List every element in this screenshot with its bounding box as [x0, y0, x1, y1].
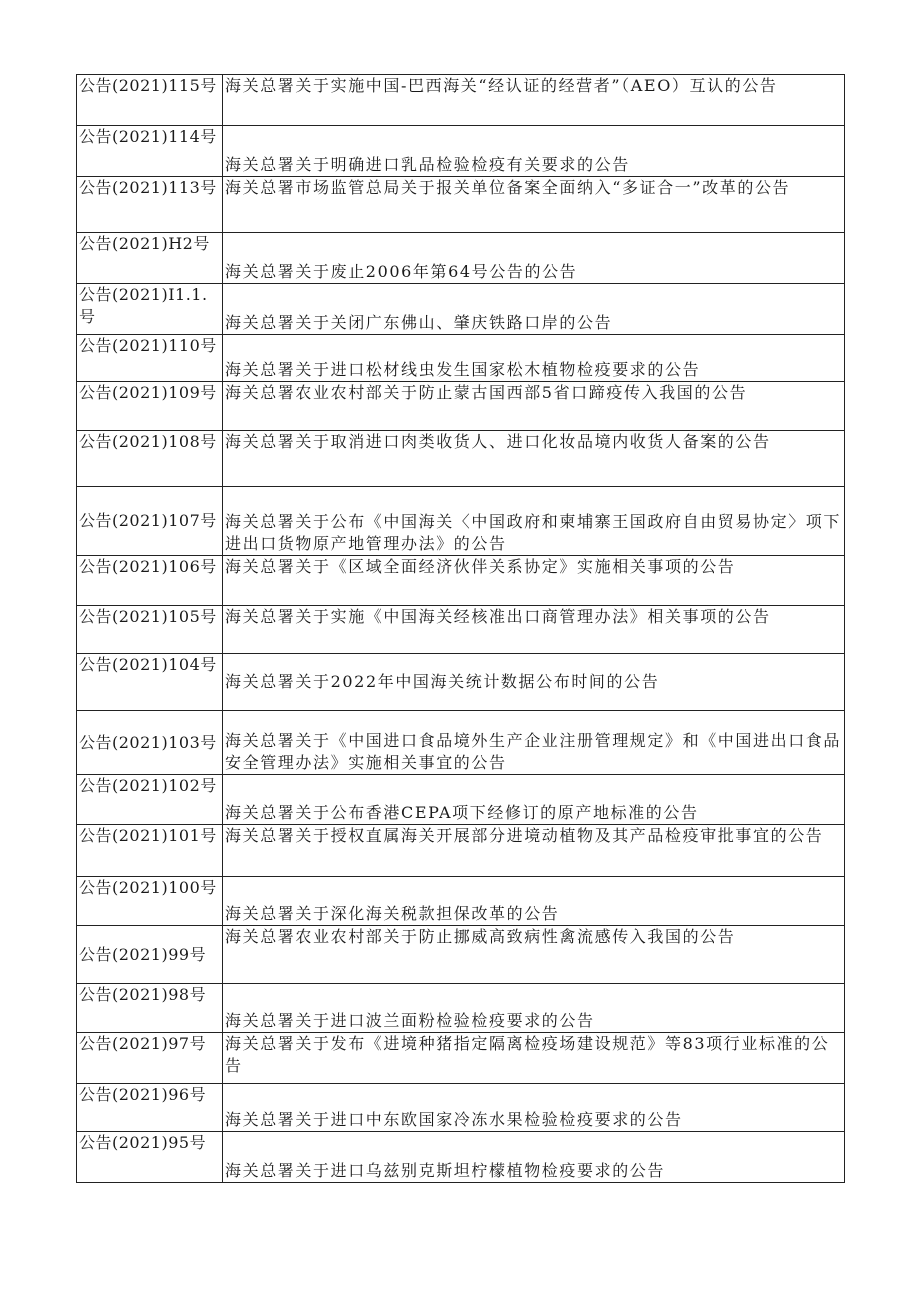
table-row: [77, 126, 845, 177]
table-row: [77, 654, 845, 711]
notice-number: 公告(2021)102号: [77, 775, 223, 825]
notice-title: 海关总署关于进口松材线虫发生国家松木植物检疫要求的公告: [223, 335, 845, 382]
notice-title: 海关总署关于深化海关税款担保改革的公告: [223, 877, 845, 926]
table-row: [77, 284, 845, 335]
table-row: [77, 984, 845, 1033]
notice-title: 海关总署关于实施中国-巴西海关“经认证的经营者”（AEO）互认的公告: [223, 75, 845, 126]
notice-number: 公告(2021)107号: [77, 487, 223, 556]
table-row: [77, 877, 845, 926]
notice-title: 海关总署关于2022年中国海关统计数据公布时间的公告: [223, 654, 845, 711]
notice-number: 公告(2021)I1.1.号: [77, 284, 223, 335]
table-row: [77, 177, 845, 233]
notice-title: 海关总署关于公布《中国海关〈中国政府和柬埔寨王国政府自由贸易协定〉项下进出口货物原产地管理办法》的公告: [223, 487, 845, 556]
table-row: [77, 825, 845, 877]
table-row: [77, 75, 845, 126]
notice-number: 公告(2021)113号: [77, 177, 223, 233]
table-row: [77, 606, 845, 654]
notice-table: [76, 74, 845, 1183]
notice-number: 公告(2021)105号: [77, 606, 223, 654]
table-row: [77, 1033, 845, 1084]
notice-number: 公告(2021)114号: [77, 126, 223, 177]
table-row: [77, 382, 845, 431]
table-row: [77, 431, 845, 487]
notice-title: 海关总署关于授权直属海关开展部分进境动植物及其产品检疫审批事宜的公告: [223, 825, 845, 877]
notice-number: 公告(2021)108号: [77, 431, 223, 487]
notice-title: 海关总署关于公布香港CEPA项下经修订的原产地标准的公告: [223, 775, 845, 825]
notice-number: 公告(2021)106号: [77, 556, 223, 606]
table-row: [77, 711, 845, 775]
notice-number: 公告(2021)110号: [77, 335, 223, 382]
notice-number: 公告(2021)101号: [77, 825, 223, 877]
notice-number: 公告(2021)H2号: [77, 233, 223, 284]
notice-number: 公告(2021)104号: [77, 654, 223, 711]
table-row: [77, 775, 845, 825]
notice-title: 海关总署关于《中国进口食品境外生产企业注册管理规定》和《中国进出口食品安全管理办法》实施相关事宜的公告: [223, 711, 845, 775]
notice-title: 海关总署关于废止2006年第64号公告的公告: [223, 233, 845, 284]
notice-title: 海关总署关于《区域全面经济伙伴关系协定》实施相关事项的公告: [223, 556, 845, 606]
notice-title: 海关总署市场监管总局关于报关单位备案全面纳入“多证合一”改革的公告: [223, 177, 845, 233]
notice-title: 海关总署关于发布《进境种猪指定隔离检疫场建设规范》等83项行业标准的公告: [223, 1033, 845, 1084]
notice-title: 海关总署关于进口中东欧国家冷冻水果检验检疫要求的公告: [223, 1084, 845, 1132]
table-row: [77, 335, 845, 382]
notice-title: 海关总署农业农村部关于防止蒙古国西部5省口蹄疫传入我国的公告: [223, 382, 845, 431]
table-row: [77, 926, 845, 984]
notice-title: 海关总署关于明确进口乳品检验检疫有关要求的公告: [223, 126, 845, 177]
notice-title: 海关总署关于取消进口肉类收货人、进口化妆品境内收货人备案的公告: [223, 431, 845, 487]
notice-number: 公告(2021)109号: [77, 382, 223, 431]
notice-number: 公告(2021)100号: [77, 877, 223, 926]
notice-number: 公告(2021)95号: [77, 1132, 223, 1183]
table-row: [77, 487, 845, 556]
notice-number: 公告(2021)103号: [77, 711, 223, 775]
table-row: [77, 233, 845, 284]
notice-title: 海关总署关于关闭广东佛山、肇庆铁路口岸的公告: [223, 284, 845, 335]
notice-title: 海关总署农业农村部关于防止挪威高致病性禽流感传入我国的公告: [223, 926, 845, 984]
notice-title: 海关总署关于实施《中国海关经核准出口商管理办法》相关事项的公告: [223, 606, 845, 654]
notice-number: 公告(2021)98号: [77, 984, 223, 1033]
notice-title: 海关总署关于进口波兰面粉检验检疫要求的公告: [223, 984, 845, 1033]
notice-number: 公告(2021)99号: [77, 926, 223, 984]
notice-number: 公告(2021)115号: [77, 75, 223, 126]
table-row: [77, 556, 845, 606]
table-row: [77, 1132, 845, 1183]
table-row: [77, 1084, 845, 1132]
notice-number: 公告(2021)96号: [77, 1084, 223, 1132]
notice-number: 公告(2021)97号: [77, 1033, 223, 1084]
notice-title: 海关总署关于进口乌兹别克斯坦柠檬植物检疫要求的公告: [223, 1132, 845, 1183]
